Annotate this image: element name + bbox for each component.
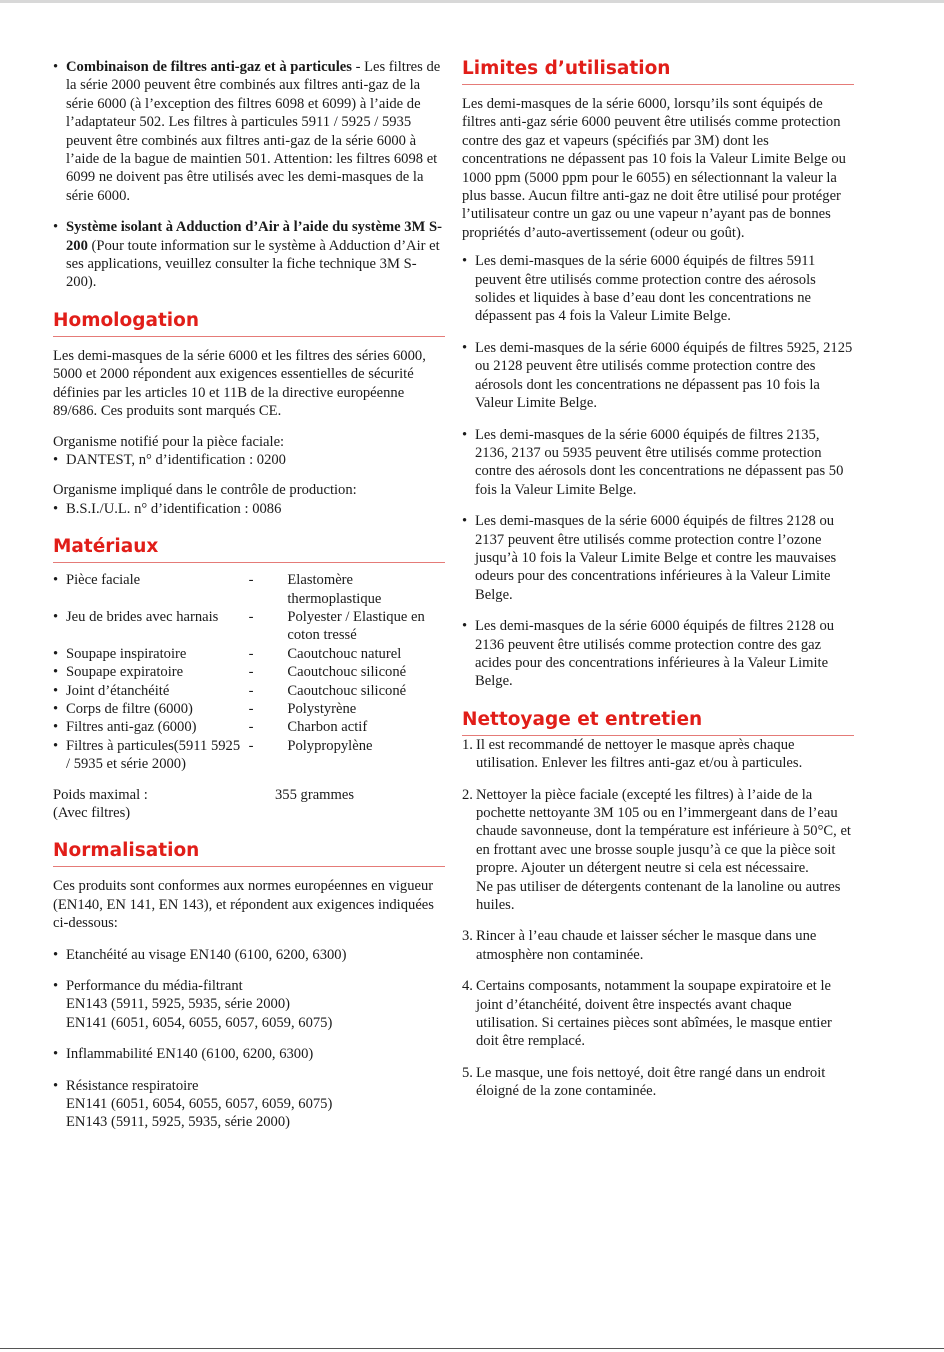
standard-line: EN141 (6051, 6054, 6055, 6057, 6059, 6075) [66,1014,333,1031]
dash-cell: - [248,608,254,625]
material-cell: Caoutchouc siliconé [287,664,407,681]
list-item: • B.S.I./U.L. n° d’identification : 0086 [53,500,445,518]
section-heading-nettoyage: Nettoyage et entretien [462,709,854,736]
dash-cell: - [248,645,254,662]
list-item: • Les demi-masques de la série 6000 équipés de filtres 5911 peuvent être utilisés comme protection contre des aérosols solides et liquides à base d’eau dont les concentrations ne dépassent pas 4 fois la Valeur Limite Belge. [462,252,854,326]
part-cell: • Soupape inspiratoire [53,645,245,663]
list-item: • Les demi-masques de la série 6000 équipés de filtres 2128 ou 2136 peuvent être utilisés comme protection contre des gaz acides pour des concentrations inférieures à la Valeur Limite Belge. [462,617,854,691]
material-cell: Polystyrène [287,700,357,717]
left-column [53,58,445,1132]
materials-table [53,571,445,773]
part-cell: • Corps de filtre (6000) [53,700,245,718]
standard-line: EN141 (6051, 6054, 6055, 6057, 6059, 6075) [66,1096,333,1113]
right-column [462,58,854,1101]
material-cell: Polyester / Elastique en coton tressé [287,608,425,644]
weight-label-block [53,786,275,823]
material-cell: Polypropylène [287,737,373,754]
max-weight [53,786,445,823]
notified-body-label: Organisme notifié pour la pièce faciale: [53,433,285,450]
list-item: • Les demi-masques de la série 6000 équipés de filtres 5925, 2125 ou 2128 peuvent être utilisés comme protection contre des aérosols dont les concentrations ne dépassent pas 10 fois la Valeur Limite Belge. [462,339,854,413]
list-item [53,218,445,292]
homologation-intro: Les demi-masques de la série 6000 et les filtres des séries 6000, 5000 et 2000 répondent aux exigences essentielles de sécurité définies par les articles 10 et 11B de la directive européenne 89/686. Ces produits sont marqués CE. [53,347,426,420]
table-row [53,645,445,663]
list-item [462,786,854,915]
table-row [53,571,445,608]
dash-cell: - [248,737,254,754]
item-text: - Les filtres de la série 2000 peuvent être combinés aux filtres anti-gaz de la série 6000 (à l’exception des filtres 6098 et 6099) à l’aide de l’adaptateur 502. Les filtres à particules 5911 / 5925 / 5935 peuvent être combinés aux filtres anti-gaz de la série 6000 à l’aide de la bague de maintien 501. Attention: les filtres 6098 et 6099 ne doivent pas être utilisés avec les demi-masques de la série 6000. [66,59,441,204]
standards-list [53,946,445,1132]
dash-cell: - [248,700,254,717]
list-item [53,1077,445,1132]
part-cell: • Filtres à particules(5911 5925 / 5935 et série 2000) [53,737,245,774]
step-note: Ne pas utiliser de détergents contenant de la lanoline ou autres huiles. [476,878,841,914]
item-bold-lead: Combinaison de filtres anti-gaz et à particules [66,59,352,75]
dash-cell: - [248,572,254,589]
list-item [462,977,854,1051]
step-text: Certains composants, notamment la soupape expiratoire et le joint d’étanchéité, doivent être inspectés avant chaque utilisation. Si certaines pièces sont abîmées, le masque entier doit être remplacé. [476,978,832,1050]
material-cell: Caoutchouc siliconé [287,682,407,699]
top-page-rule [0,0,944,3]
notified-body-list [53,451,445,469]
step-number: 1. [462,736,473,753]
list-item [53,977,445,1032]
part-cell: • Joint d’étanchéité [53,682,245,700]
list-item [462,927,854,964]
table-row [53,682,445,700]
standard-line: EN143 (5911, 5925, 5935, série 2000) [66,996,291,1013]
table-row [53,737,445,774]
section-heading-homologation: Homologation [53,310,445,337]
step-number: 2. [462,786,473,803]
weight-value: 355 grammes [275,786,355,803]
item-bold-lead: Système isolant à Adduction d’Air à l’aide du système 3M S-200 [66,219,442,254]
dash-cell: - [248,719,254,736]
table-row [53,663,445,681]
standard-line: Etanchéité au visage EN140 (6100, 6200, 6300) [66,946,347,963]
list-item: • Les demi-masques de la série 6000 équipés de filtres 2128 ou 2137 peuvent être utilisés comme protection contre l’ozone jusqu’à 10 fois la Valeur Limite Belge et contre les mauvaises odeurs pour des concentrations inférieures à la Valeur Limite Belge. [462,512,854,604]
part-cell: • Pièce faciale [53,571,245,608]
step-number: 5. [462,1064,473,1081]
involved-body-list [53,500,445,518]
material-cell: Caoutchouc naturel [287,645,402,662]
table-row [53,700,445,718]
dash-cell: - [248,664,254,681]
part-cell: • Soupape expiratoire [53,663,245,681]
list-item [53,1045,445,1063]
material-cell: Charbon actif [287,719,368,736]
involved-body-label: Organisme impliqué dans le contrôle de production: [53,482,357,499]
step-number: 4. [462,978,473,995]
list-item: • Les demi-masques de la série 6000 équipés de filtres 2135, 2136, 2137 ou 5935 peuvent être utilisés comme protection contre des aérosols dont les concentrations ne dépassent pas 50 fois la Valeur Limite Belge. [462,426,854,500]
bottom-page-rule [0,1348,944,1349]
table-row [53,718,445,736]
limites-intro: Les demi-masques de la série 6000, lorsqu’ils sont équipés de filtres anti-gaz série 6000 peuvent être utilisés comme protection contre des gaz et vapeurs (spécifiés par 3M) dont les concentrations ne dépassent pas 10 fois la Valeur Limite Belge ou 1000 ppm (5000 ppm pour le 6055) en sélectionnant la valeur la plus basse. Aucun filtre anti-gaz ne doit être utilisé pour protéger l’utilisateur contre un gaz ou une vapeur n’ayant pas de bonnes propriétés d’auto-avertissement (odeur ou goût). [462,96,846,241]
part-cell: • Filtres anti-gaz (6000) [53,718,245,736]
list-item [462,736,854,773]
list-item [53,58,445,205]
section-heading-normalisation: Normalisation [53,840,445,867]
table-row [53,608,445,645]
material-cell: Elastomère thermoplastique [287,572,382,607]
step-text: Le masque, une fois nettoyé, doit être rangé dans un endroit éloigné de la zone contaminée. [476,1064,826,1100]
dash-cell: - [248,682,254,699]
step-number: 3. [462,928,473,945]
weight-sublabel: (Avec filtres) [53,805,131,821]
combination-list [53,58,445,292]
standard-line: Inflammabilité EN140 (6100, 6200, 6300) [66,1046,314,1063]
list-item: • DANTEST, n° d’identification : 0200 [53,451,445,469]
cleaning-steps [462,736,854,1101]
section-heading-materiaux: Matériaux [53,536,445,563]
section-heading-limites: Limites d’utilisation [462,58,854,85]
weight-label: Poids maximal : [53,786,148,803]
normalisation-intro: Ces produits sont conformes aux normes européennes en vigueur (EN140, EN 141, EN 143), et répondent aux exigences indiquées ci-dessous: [53,878,434,932]
standard-line: • Résistance respiratoire [66,1077,199,1094]
standard-line: • Performance du média-filtrant [66,978,243,995]
limites-list [462,252,854,691]
step-text: Nettoyer la pièce faciale (excepté les filtres) à l’aide de la pochette nettoyante 3M 105 ou en l’immergeant dans de l’eau chaude savonneuse, dont la température est inférieure à 50°C, et en frottant avec une brosse souple jusqu’à ce que la pièce soit propre. Ajouter un détergent neutre si cela est nécessaire. [476,786,851,877]
standard-line: EN143 (5911, 5925, 5935, série 2000) [66,1114,291,1131]
step-text: Il est recommandé de nettoyer le masque après chaque utilisation. Enlever les filtres anti-gaz et/ou à particules. [476,736,803,772]
part-cell: • Jeu de brides avec harnais [53,608,245,645]
item-text: (Pour toute information sur le système à Adduction d’Air et ses applications, veuillez consulter la fiche technique 3M S-200). [66,237,440,291]
step-text: Rincer à l’eau chaude et laisser sécher le masque dans une atmosphère non contaminée. [476,928,817,963]
list-item [462,1064,854,1101]
list-item [53,946,445,964]
